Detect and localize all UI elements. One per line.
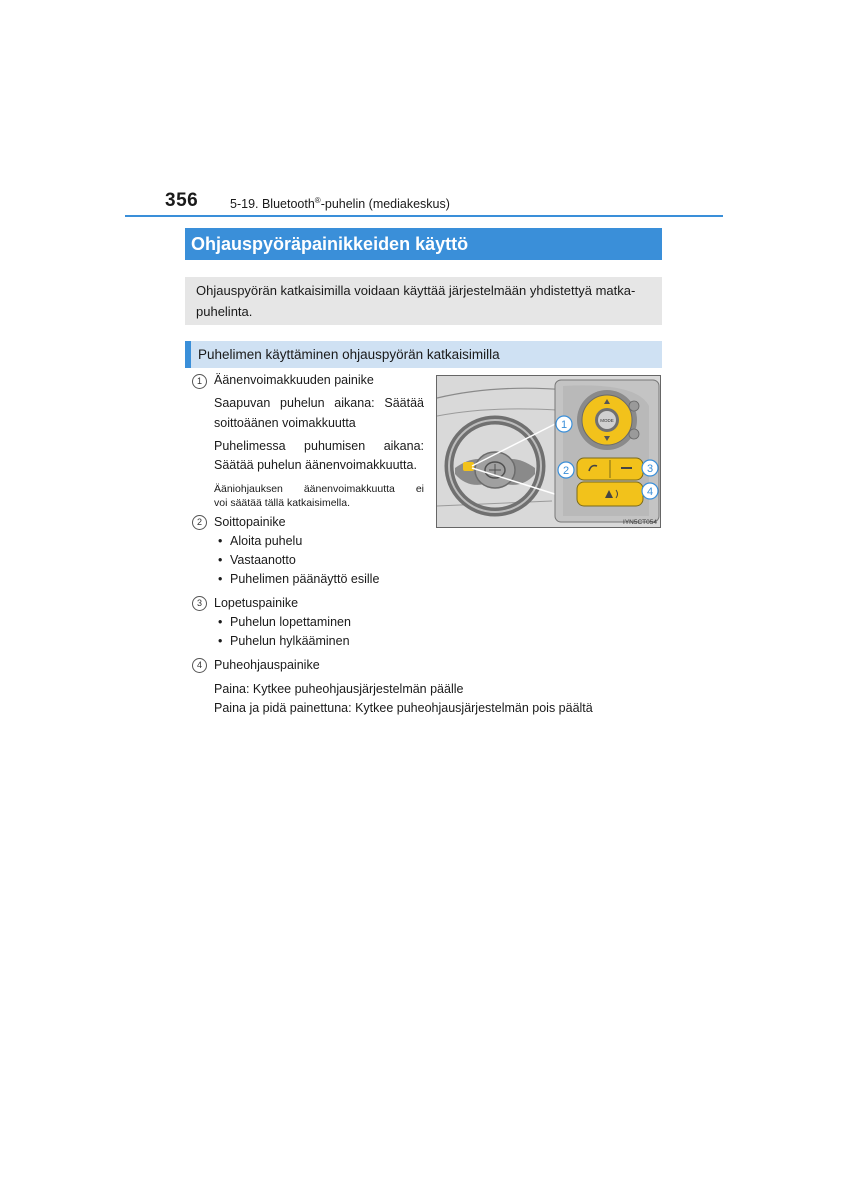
item-3-title: Lopetuspainike (214, 596, 299, 610)
item-1-number: 1 (192, 374, 207, 389)
page-number: 356 (165, 190, 199, 211)
item-3-bullet-1: Puhelun lopettaminen (230, 615, 351, 629)
figure-code: IYN5CT054 (623, 519, 657, 526)
chapter-title (230, 196, 450, 211)
item-1-desc2-line2: Säätää puhelun äänenvoimakkuutta. (214, 458, 417, 472)
item-4-line-2: Paina ja pidä painettuna: Kytkee puheohjausjärjestelmän pois päältä (214, 701, 593, 715)
bullet-dot: • (218, 634, 223, 648)
item-1-note-line1: Ääniohjauksen äänenvoimakkuutta ei (214, 483, 424, 495)
intro-line-2: puhelinta. (196, 304, 253, 319)
steering-wheel-figure (436, 375, 661, 528)
chapter-suffix: -puhelin (mediakeskus) (320, 197, 450, 211)
item-4-number: 4 (192, 658, 207, 673)
item-1-desc1-line2: soittoäänen voimakkuutta (214, 416, 356, 430)
item-4-line-1: Paina: Kytkee puheohjausjärjestelmän päälle (214, 682, 464, 696)
item-2-bullet-1: Aloita puhelu (230, 534, 303, 548)
callout-4: 4 (646, 486, 654, 498)
chapter-prefix: 5-19. Bluetooth (230, 197, 315, 211)
header-rule (125, 215, 723, 217)
mode-label: MODE (600, 418, 614, 423)
bullet-dot: • (218, 615, 223, 629)
item-2-title: Soittopainike (214, 515, 286, 529)
item-1-desc1-line1: Saapuvan puhelun aikana: Säätää (214, 396, 424, 410)
item-2-bullet-2: Vastaanotto (230, 553, 296, 567)
subsection-title: Puhelimen käyttäminen ohjauspyörän katkaisimilla (185, 341, 662, 368)
section-title: Ohjauspyöräpainikkeiden käyttö (185, 228, 662, 260)
callout-2: 2 (562, 465, 570, 477)
bullet-dot: • (218, 534, 223, 548)
steering-wheel-illustration (437, 376, 660, 527)
item-1-title: Äänenvoimakkuuden painike (214, 373, 374, 387)
item-1-note-line2: voi säätää tällä katkaisimella. (214, 497, 350, 509)
item-1-desc2-line1: Puhelimessa puhumisen aikana: (214, 439, 424, 453)
item-4-title: Puheohjauspainike (214, 658, 320, 672)
item-3-bullet-2: Puhelun hylkääminen (230, 634, 350, 648)
bullet-dot: • (218, 553, 223, 567)
intro-box (185, 277, 662, 325)
callout-3: 3 (646, 463, 654, 475)
registered-mark: ® (314, 196, 321, 205)
intro-line-1: Ohjauspyörän katkaisimilla voidaan käyttää järjestelmään yhdistettyä matka- (196, 283, 636, 298)
bullet-dot: • (218, 572, 223, 586)
item-3-number: 3 (192, 596, 207, 611)
item-2-number: 2 (192, 515, 207, 530)
item-2-bullet-3: Puhelimen päänäyttö esille (230, 572, 380, 586)
callout-1: 1 (560, 419, 568, 431)
